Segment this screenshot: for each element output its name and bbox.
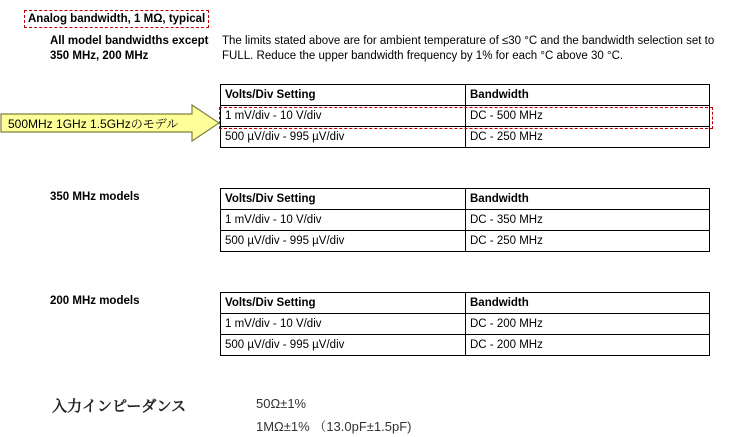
column-header: Volts/Div Setting: [221, 293, 466, 314]
table-cell: DC - 350 MHz: [466, 210, 710, 231]
table-cell: DC - 200 MHz: [466, 335, 710, 356]
table-row: [221, 314, 710, 335]
table-cell: 500 µV/div - 995 µV/div: [221, 335, 466, 356]
bandwidth-table-350mhz: [220, 188, 710, 252]
table-row: [221, 231, 710, 252]
column-header: Volts/Div Setting: [221, 189, 466, 210]
table-row: [221, 210, 710, 231]
table-cell: DC - 250 MHz: [466, 231, 710, 252]
impedance-value-50ohm: 50Ω±1%: [256, 396, 307, 411]
column-header: Volts/Div Setting: [221, 85, 466, 106]
table-cell: DC - 500 MHz: [466, 106, 710, 127]
section-label-all-models: [50, 34, 208, 64]
table-cell: DC - 250 MHz: [466, 127, 710, 148]
table-cell: 1 mV/div - 10 V/div: [221, 314, 466, 335]
input-impedance-label: 入力インピーダンス: [52, 398, 187, 415]
row-highlight-box: [219, 107, 713, 129]
section-label-200mhz: 200 MHz models: [50, 295, 140, 307]
section-label-line2: 350 MHz, 200 MHz: [50, 50, 149, 62]
table-cell: 500 µV/div - 995 µV/div: [221, 127, 466, 148]
column-header: Bandwidth: [466, 85, 710, 106]
column-header: Bandwidth: [466, 189, 710, 210]
table-cell: 1 mV/div - 10 V/div: [221, 210, 466, 231]
section-label-line1: All model bandwidths except: [50, 35, 209, 47]
table-header-row: [221, 293, 710, 314]
bandwidth-table-200mhz: [220, 292, 710, 356]
table-header-row: [221, 189, 710, 210]
table-header-row: [221, 85, 710, 106]
table-cell: DC - 200 MHz: [466, 314, 710, 335]
column-header: Bandwidth: [466, 293, 710, 314]
section-label-350mhz: 350 MHz models: [50, 191, 140, 203]
table-cell: 1 mV/div - 10 V/div: [221, 106, 466, 127]
section-heading: Analog bandwidth, 1 MΩ, typical: [24, 10, 209, 28]
bandwidth-note: The limits stated above are for ambient temperature of ≤30 °C and the bandwidth selection set to FULL. Reduce the upper bandwidth frequency by 1% for each °C above 30 °C.: [222, 35, 715, 62]
table-cell: 500 µV/div - 995 µV/div: [221, 231, 466, 252]
impedance-value-1mohm: 1MΩ±1% （13.0pF±1.5pF): [256, 419, 412, 434]
table-row: [221, 335, 710, 356]
table-row: [221, 127, 710, 148]
callout-label: 500MHz 1GHz 1.5GHzのモデル: [8, 117, 179, 131]
